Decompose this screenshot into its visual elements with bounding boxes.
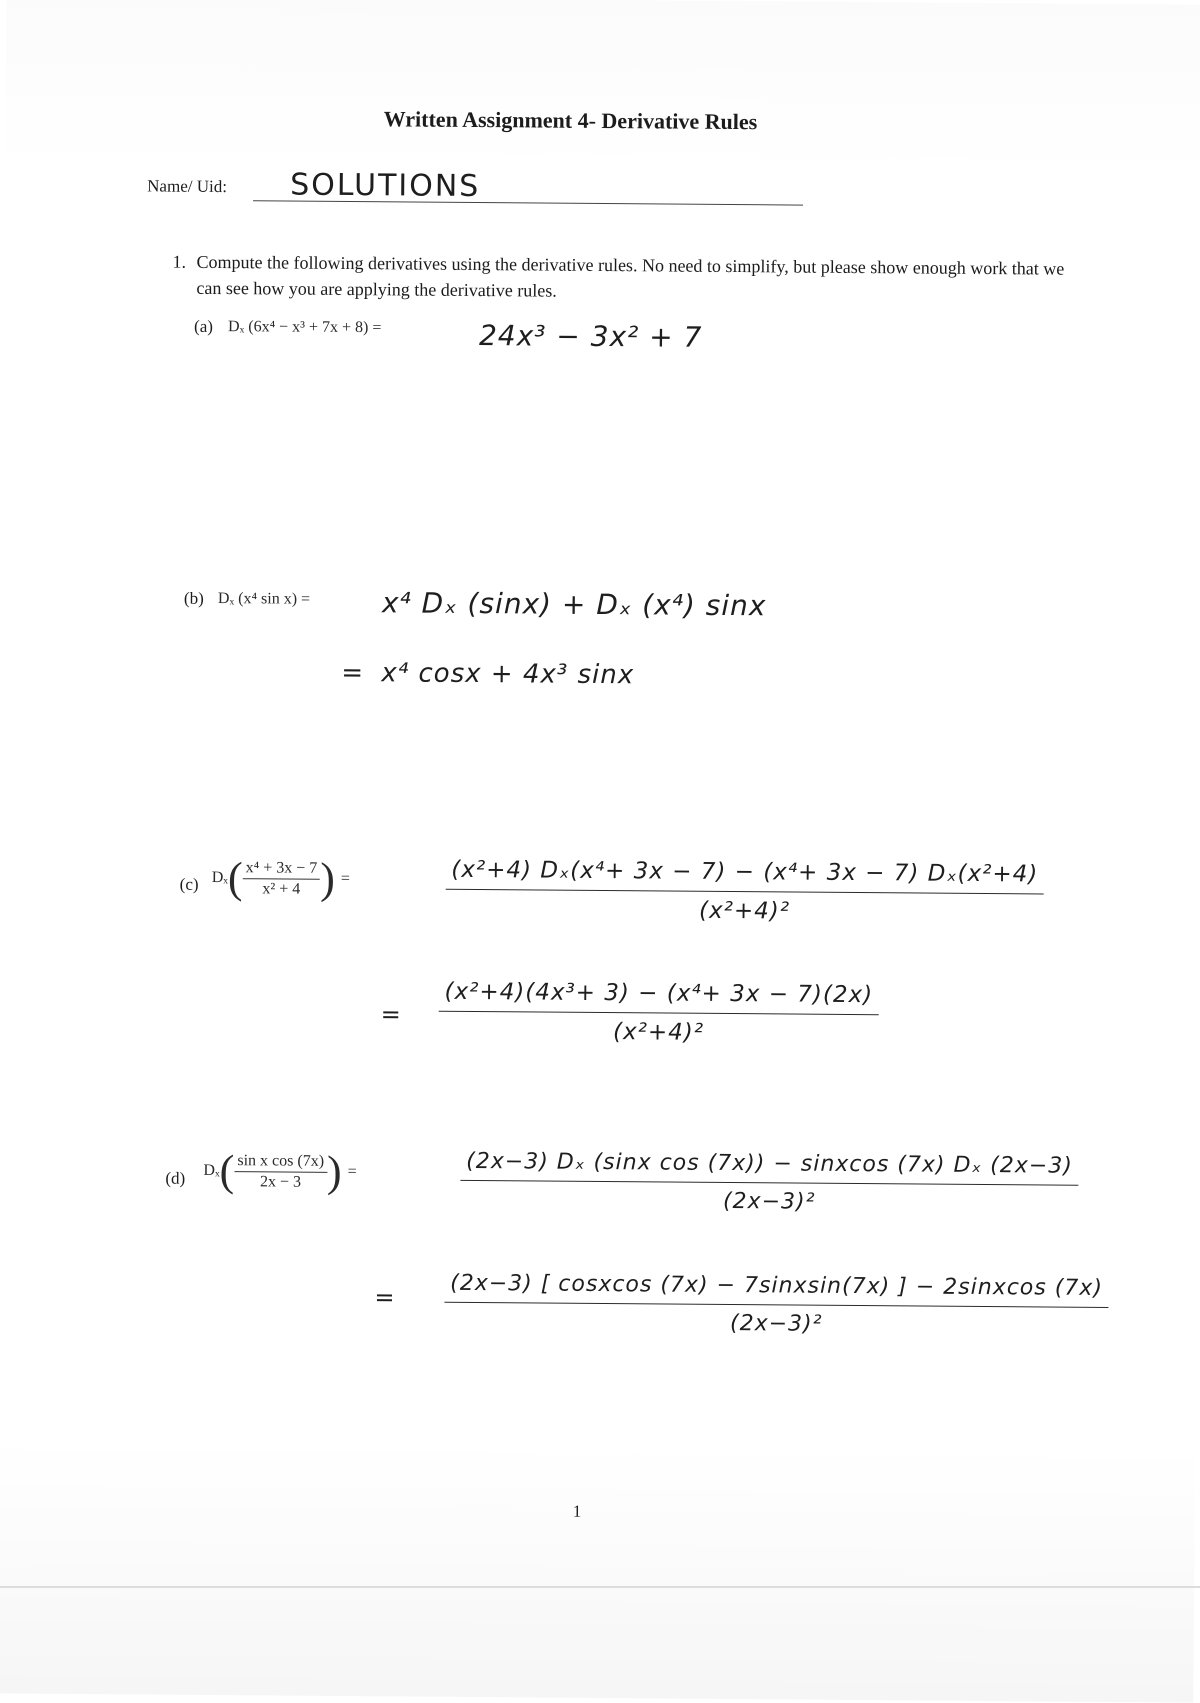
part-d-dx: Dₓ <box>203 1161 220 1180</box>
left-paren: ( <box>227 853 243 903</box>
part-b-label: (b) <box>183 588 204 608</box>
page-number: 1 <box>572 1501 582 1521</box>
part-c-fraction <box>242 859 320 899</box>
part-d-fraction <box>234 1152 327 1192</box>
part-c-step-2-denominator: (x²+4)² <box>613 1019 705 1046</box>
question-number: 1. <box>172 251 187 272</box>
part-a-answer: 24x³ − 3x² + 7 <box>478 319 703 354</box>
part-d-step-2 <box>406 1270 1146 1339</box>
name-label: Name/ Uid: <box>147 176 228 197</box>
part-c-step-2 <box>428 979 888 1048</box>
part-c-denominator: x² + 4 <box>262 879 301 898</box>
right-paren: ) <box>326 1146 342 1196</box>
part-c-label: (c) <box>179 874 199 894</box>
part-d-label: (d) <box>165 1168 186 1188</box>
part-c-expression <box>211 853 351 903</box>
part-d-step-1-numerator: (2x−3) Dₓ (sinx cos (7x)) − sinxcos (7x) Dₓ (2x−3) <box>460 1149 1079 1186</box>
part-d-expression <box>203 1146 357 1196</box>
part-d-step-2-numerator: (2x−3) [ cosxcos (7x) − 7sinxsin(7x) ] − 2sinxcos (7x) <box>444 1271 1109 1308</box>
part-d-equals: = <box>347 1163 357 1181</box>
part-a-expression: Dₓ (6x⁴ − x³ + 7x + 8) = <box>228 318 382 337</box>
part-c-step-1-denominator: (x²+4)² <box>698 897 791 925</box>
part-a-label: (a) <box>194 316 214 336</box>
part-b-step-1: x⁴ Dₓ (sinx) + Dₓ (x⁴) sinx <box>381 586 767 623</box>
part-d-step-2-equals: = <box>374 1283 396 1312</box>
part-d-step-1 <box>429 1149 1109 1217</box>
part-d-step-1-denominator: (2x−3)² <box>722 1188 816 1215</box>
part-d-step-2-denominator: (2x−3)² <box>729 1311 823 1337</box>
part-c-equals: = <box>340 869 350 888</box>
question-instructions: Compute the following derivatives using the derivative rules. No need to simplify, but please show enough work that we can see how you are applying the derivative rules. <box>196 251 1065 301</box>
part-b-step-2: x⁴ cosx + 4x³ sinx <box>381 658 635 691</box>
page-title: Written Assignment 4- Derivative Rules <box>383 106 758 135</box>
part-c-step-2-numerator: (x²+4)(4x³+ 3) − (x⁴+ 3x − 7)(2x) <box>438 979 879 1015</box>
part-b-expression: Dₓ (x⁴ sin x) = <box>217 589 311 608</box>
part-d-numerator: sin x cos (7x) <box>234 1152 327 1173</box>
part-c-dx: Dₓ <box>211 868 229 887</box>
part-c-numerator: x⁴ + 3x − 7 <box>243 859 321 880</box>
part-b-step-2-equals: = <box>341 657 365 689</box>
part-c-step-1 <box>429 857 1059 927</box>
name-value: SOLUTIONS <box>290 167 481 205</box>
part-c-step-2-equals: = <box>380 1000 402 1029</box>
scan-edge-line <box>0 1586 1200 1588</box>
left-paren: ( <box>219 1146 235 1196</box>
right-paren: ) <box>320 853 336 903</box>
part-c-step-1-numerator: (x²+4) Dₓ(x⁴+ 3x − 7) − (x⁴+ 3x − 7) Dₓ(x²+4) <box>445 857 1044 895</box>
part-d-denominator: 2x − 3 <box>259 1172 302 1191</box>
